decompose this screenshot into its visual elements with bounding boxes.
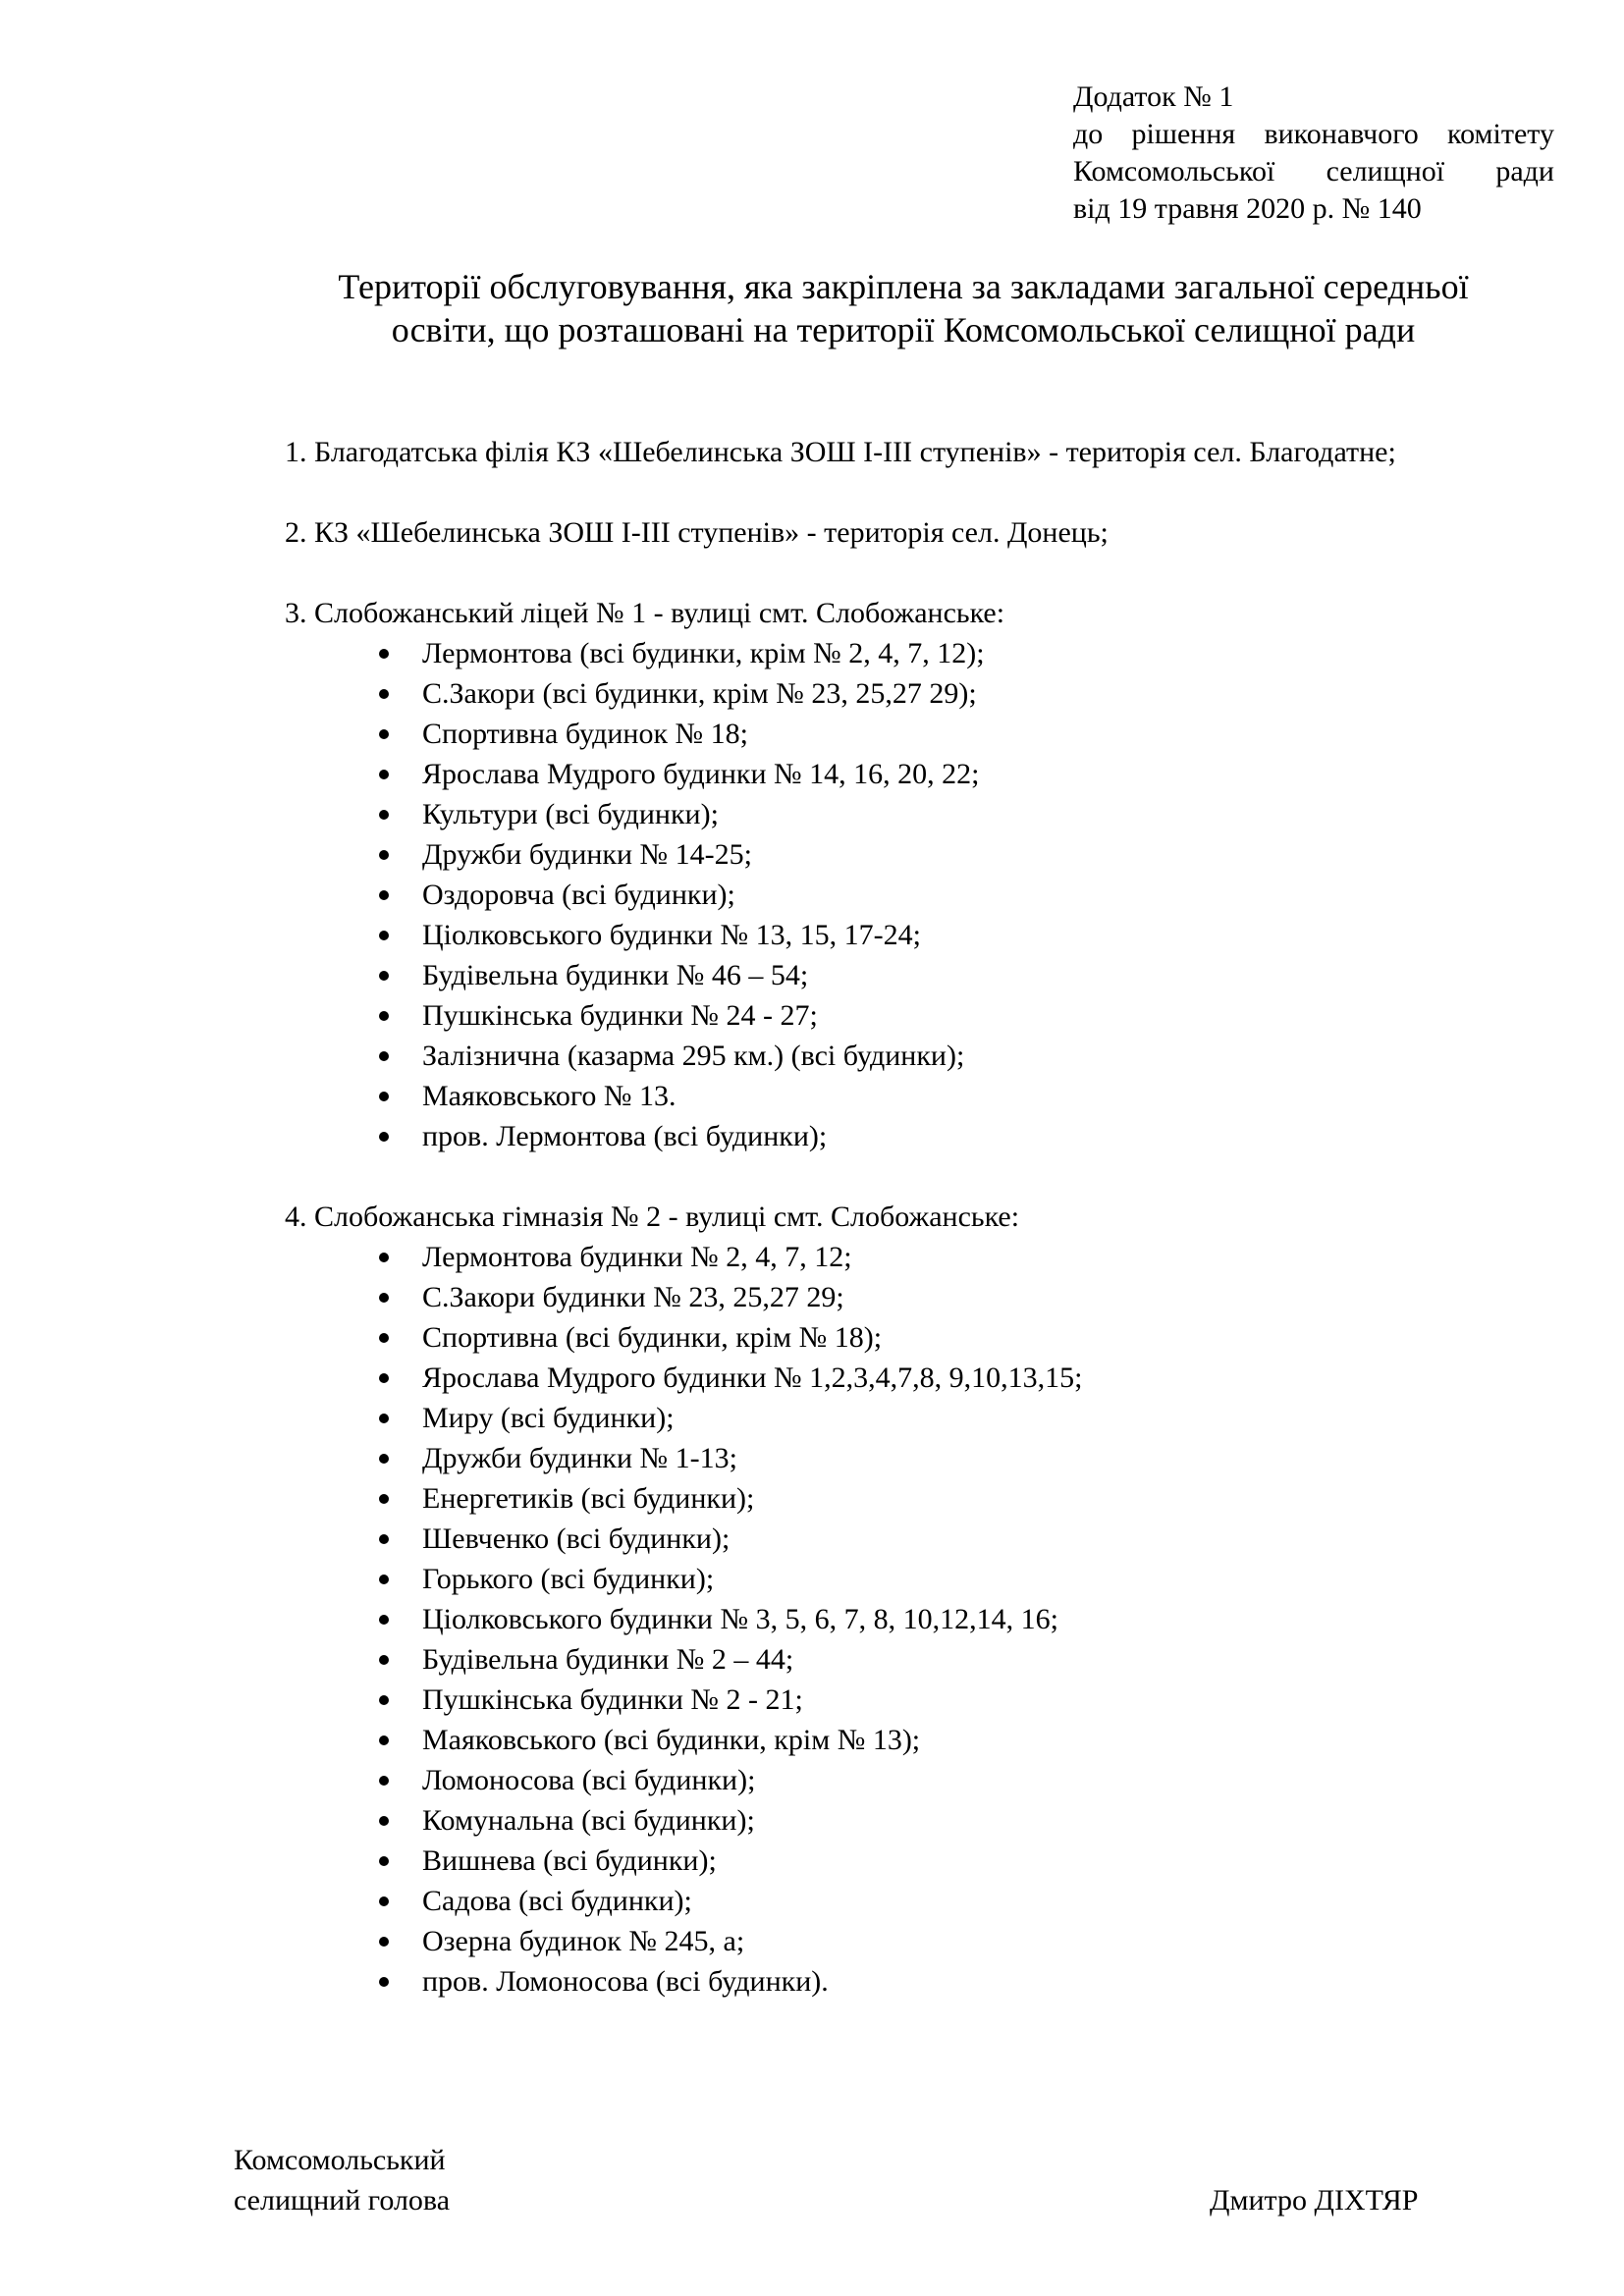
- bullet-icon: [379, 1615, 389, 1625]
- signature-position-block: [234, 2140, 450, 2220]
- bullet-icon: [379, 1051, 389, 1061]
- bullet-icon: [379, 1494, 389, 1504]
- bullet-icon: [379, 1816, 389, 1826]
- street-item: Маяковського № 13.: [422, 1076, 1561, 1116]
- bullet-icon: [379, 850, 389, 860]
- street-item: Шевченко (всі будинки);: [422, 1519, 1561, 1559]
- bullet-icon: [379, 729, 389, 739]
- bullet-icon: [379, 1132, 389, 1142]
- section-3-heading: 3. Слобожанський ліцей № 1 - вулиці смт. Слобожанське:: [285, 597, 1005, 629]
- street-item: Енергетиків (всі будинки);: [422, 1478, 1561, 1519]
- bullet-icon: [379, 1373, 389, 1383]
- section-1-heading: 1. Благодатська філія КЗ «Шебелинська ЗОШ І-ІІІ ступенів» - територія сел. Благодатне;: [285, 436, 1396, 468]
- section-4-street-list: [285, 1237, 1561, 2002]
- annex-block: [1073, 79, 1554, 228]
- bullet-icon: [379, 1333, 389, 1343]
- bullet-icon: [379, 1454, 389, 1464]
- annex-number: Додаток № 1: [1073, 80, 1234, 113]
- street-item: Лермонтова будинки № 2, 4, 7, 12;: [422, 1237, 1561, 1277]
- section-2-heading: 2. КЗ «Шебелинська ЗОШ І-ІІІ ступенів» - територія сел. Донець;: [285, 516, 1109, 549]
- section-4-heading: 4. Слобожанська гімназія № 2 - вулиці смт. Слобожанське:: [285, 1201, 1020, 1233]
- street-item: Озерна будинок № 245, а;: [422, 1921, 1561, 1961]
- bullet-icon: [379, 1253, 389, 1262]
- street-item: Спортивна будинок № 18;: [422, 714, 1561, 754]
- bullet-icon: [379, 1977, 389, 1987]
- annex-decision-line: до рішення виконавчого комітету: [1073, 118, 1554, 150]
- bullet-icon: [379, 890, 389, 900]
- annex-date-line: від 19 травня 2020 р. № 140: [1073, 192, 1422, 225]
- street-item: Пушкінська будинки № 24 - 27;: [422, 995, 1561, 1036]
- bullet-icon: [379, 1896, 389, 1906]
- street-item: Лермонтова (всі будинки, крім № 2, 4, 7, 12);: [422, 633, 1561, 673]
- bullet-icon: [379, 649, 389, 659]
- street-item: Дружби будинки № 14-25;: [422, 834, 1561, 875]
- street-item: Залізнична (казарма 295 км.) (всі будинки);: [422, 1036, 1561, 1076]
- street-item: Культури (всі будинки);: [422, 794, 1561, 834]
- bullet-icon: [379, 1575, 389, 1584]
- sections-list: [285, 432, 1561, 2002]
- street-item: Будівельна будинки № 46 – 54;: [422, 955, 1561, 995]
- street-item: Спортивна (всі будинки, крім № 18);: [422, 1317, 1561, 1358]
- street-item: Вишнева (всі будинки);: [422, 1841, 1561, 1881]
- title-line-2: освіти, що розташовані на території Комсомольської селищної ради: [391, 310, 1416, 349]
- bullet-icon: [379, 1092, 389, 1101]
- bullet-icon: [379, 1856, 389, 1866]
- section-3-street-list: [285, 633, 1561, 1156]
- street-item: Пушкінська будинки № 2 - 21;: [422, 1680, 1561, 1720]
- annex-council-line: Комсомольської селищної ради: [1073, 155, 1554, 187]
- bullet-icon: [379, 971, 389, 981]
- section-spacer: [285, 1156, 1561, 1197]
- bullet-icon: [379, 1735, 389, 1745]
- bullet-icon: [379, 1695, 389, 1705]
- bullet-icon: [379, 1414, 389, 1423]
- street-item: Оздоровча (всі будинки);: [422, 875, 1561, 915]
- section-spacer: [285, 553, 1561, 593]
- signer-position-line-2: селищний голова: [234, 2184, 451, 2216]
- street-item: Ярослава Мудрого будинки № 14, 16, 20, 22;: [422, 754, 1561, 794]
- street-item: Садова (всі будинки);: [422, 1881, 1561, 1921]
- bullet-icon: [379, 770, 389, 779]
- bullet-icon: [379, 689, 389, 699]
- street-item: С.Закори (всі будинки, крім № 23, 25,27 29);: [422, 673, 1561, 714]
- bullet-icon: [379, 1776, 389, 1786]
- street-item: Ціолковського будинки № 13, 15, 17-24;: [422, 915, 1561, 955]
- bullet-icon: [379, 1534, 389, 1544]
- street-item: Ціолковського будинки № 3, 5, 6, 7, 8, 10,12,14, 16;: [422, 1599, 1561, 1639]
- street-item: Ломоносова (всі будинки);: [422, 1760, 1561, 1800]
- street-item: Комунальна (всі будинки);: [422, 1800, 1561, 1841]
- street-item: Горького (всі будинки);: [422, 1559, 1561, 1599]
- signer-position-line-1: Комсомольський: [234, 2144, 446, 2176]
- street-item: Ярослава Мудрого будинки № 1,2,3,4,7,8, 9,10,13,15;: [422, 1358, 1561, 1398]
- street-item: пров. Ломоносова (всі будинки).: [422, 1961, 1561, 2002]
- bullet-icon: [379, 810, 389, 820]
- street-item: Миру (всі будинки);: [422, 1398, 1561, 1438]
- section-spacer: [285, 472, 1561, 512]
- street-item: пров. Лермонтова (всі будинки);: [422, 1116, 1561, 1156]
- street-item: С.Закори будинки № 23, 25,27 29;: [422, 1277, 1561, 1317]
- street-item: Будівельна будинки № 2 – 44;: [422, 1639, 1561, 1680]
- street-item: Дружби будинки № 1-13;: [422, 1438, 1561, 1478]
- title-line-1: Території обслуговування, яка закріплена за закладами загальної середньої: [338, 267, 1469, 306]
- document-title: [226, 265, 1581, 351]
- signer-name: Дмитро ДІХТЯР: [1210, 2184, 1419, 2216]
- bullet-icon: [379, 1937, 389, 1947]
- bullet-icon: [379, 931, 389, 940]
- bullet-icon: [379, 1011, 389, 1021]
- bullet-icon: [379, 1293, 389, 1303]
- bullet-icon: [379, 1655, 389, 1665]
- street-item: Маяковського (всі будинки, крім № 13);: [422, 1720, 1561, 1760]
